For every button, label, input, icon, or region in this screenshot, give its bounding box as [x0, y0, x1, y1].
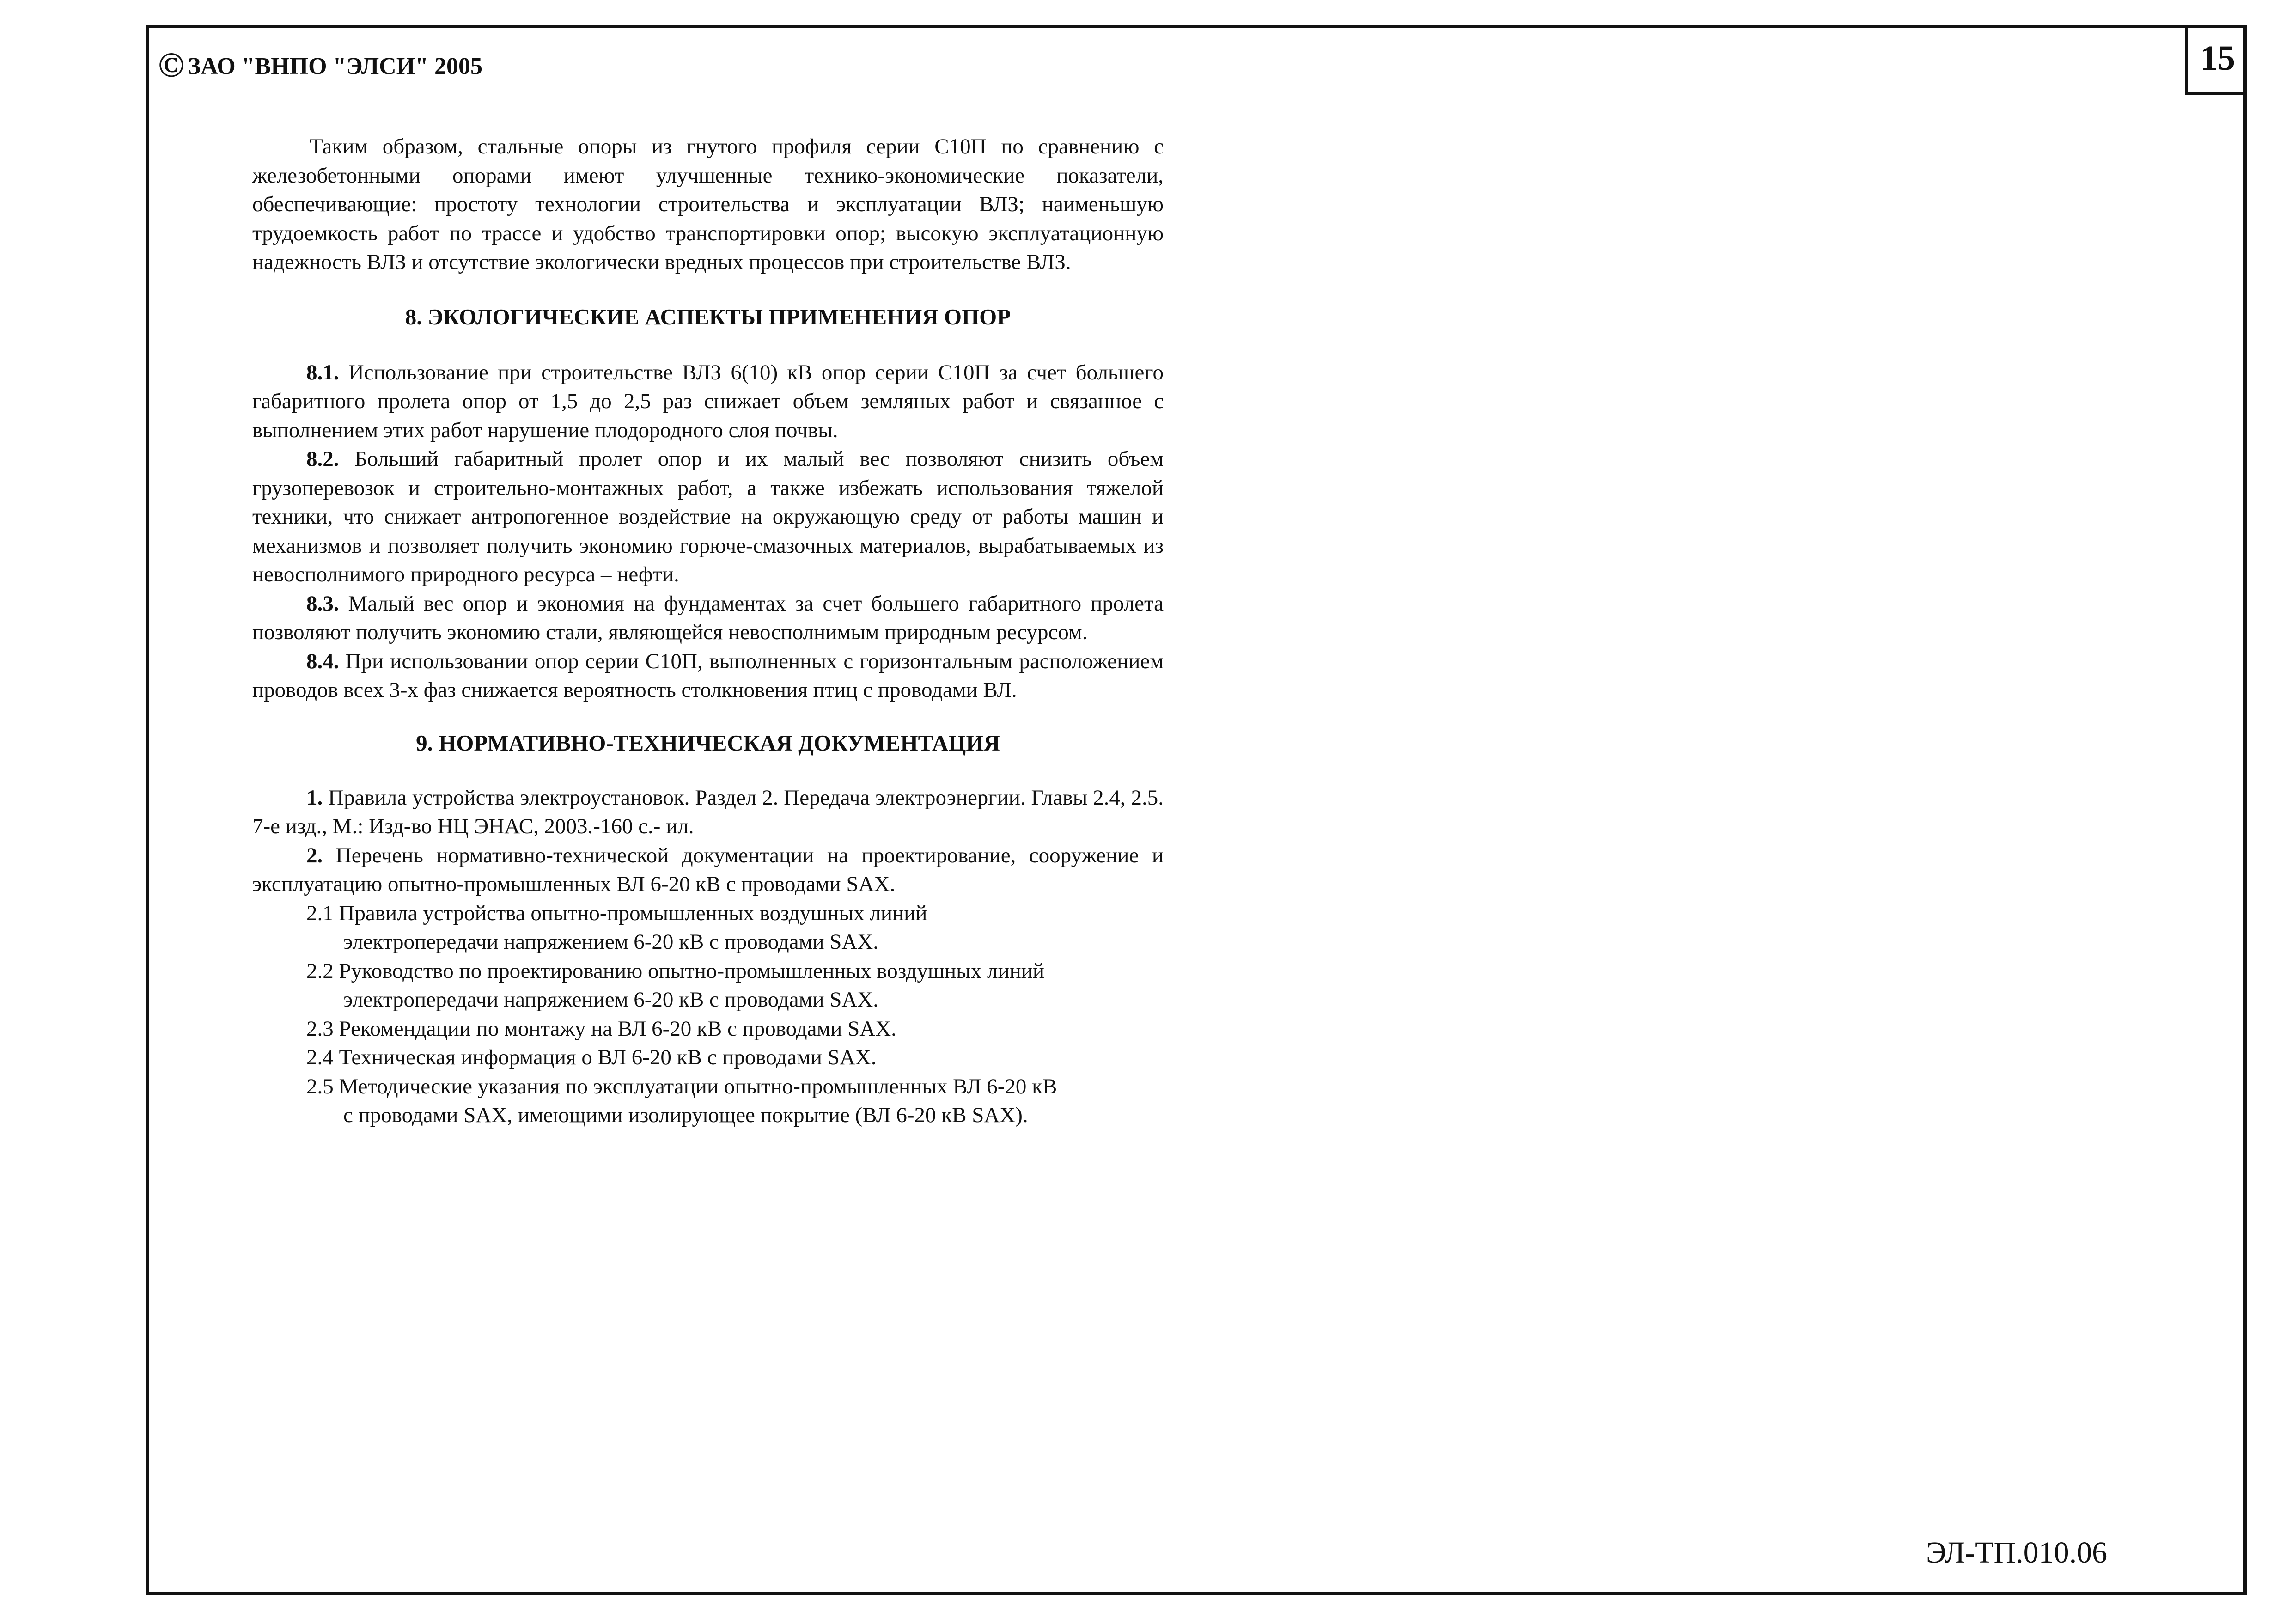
item-text: Использование при строительстве ВЛЗ 6(10) кВ опор серии С10П за счет большего габаритного пролета опор от 1,5 до 2,5 раз снижает объем земляных работ и связанное с выполнением этих работ нарушение плодородного слоя почвы. — [252, 360, 1164, 442]
sub-item-line: 2.4 Техническая информация о ВЛ 6-20 кВ с проводами SAX. — [306, 1045, 877, 1069]
copyright-icon: © — [158, 46, 184, 85]
sub-item — [252, 957, 1164, 1014]
item-text: При использовании опор серии С10П, выполненных с горизонтальным расположением проводов всех 3-х фаз снижается вероятность столкновения птиц с проводами ВЛ. — [252, 649, 1164, 702]
document-body — [252, 132, 1164, 1130]
sub-item-line: 2.1 Правила устройства опытно-промышленных воздушных линий — [306, 901, 927, 925]
item-text: Больший габаритный пролет опор и их малый вес позволяют снизить объем грузоперевозок и строительно-монтажных работ, а также избежать использования тяжелой техники, что снижает антропогенное воздействие на окружающую среду от работы машин и механизмов и позволяет получить экономию горюче-смазочных материалов, вырабатываемых из невосполнимого природного ресурса – нефти. — [252, 447, 1164, 586]
section-8-item — [252, 589, 1164, 647]
section-8-item — [252, 358, 1164, 445]
intro-paragraph: Таким образом, стальные опоры из гнутого профиля серии С10П по сравнению с железобетонными опорами имеют улучшенные технико-экономические показатели, обеспечивающие: простоту технологии строительства и эксплуатации ВЛЗ; наименьшую трудоемкость работ по трассе и удобство транспортировки опор; высокую эксплуатационную надежность ВЛЗ и отсутствие экологически вредных процессов при строительстве ВЛЗ. — [252, 134, 1164, 274]
sub-item-line: 2.2 Руководство по проектированию опытно-промышленных воздушных линий — [306, 959, 1045, 983]
header — [158, 45, 482, 85]
item-number: 8.4. — [306, 649, 339, 673]
item-text: Правила устройства электроустановок. Раздел 2. Передача электроэнергии. Главы 2.4, 2.5. 7-е изд., М.: Изд-во НЦ ЭНАС, 2003.-160 с.- ил. — [252, 785, 1164, 838]
sub-item-line: 2.5 Методические указания по эксплуатации опытно-промышленных ВЛ 6-20 кВ — [306, 1074, 1057, 1099]
section-8-item — [252, 647, 1164, 705]
company-name: ЗАО "ВНПО "ЭЛСИ" 2005 — [188, 53, 483, 79]
sub-item — [252, 899, 1164, 957]
item-number: 8.1. — [306, 360, 339, 385]
section-9-item — [252, 841, 1164, 899]
sub-item — [252, 1043, 1164, 1072]
item-number: 8.2. — [306, 447, 339, 471]
section-8-title: 8. ЭКОЛОГИЧЕСКИЕ АСПЕКТЫ ПРИМЕНЕНИЯ ОПОР — [405, 304, 1011, 330]
sub-item — [252, 1014, 1164, 1044]
section-9-title: 9. НОРМАТИВНО-ТЕХНИЧЕСКАЯ ДОКУМЕНТАЦИЯ — [416, 730, 1000, 756]
sub-item — [252, 1072, 1164, 1130]
sub-item-line: 2.3 Рекомендации по монтажу на ВЛ 6-20 кВ с проводами SAX. — [306, 1016, 896, 1041]
document-code: ЭЛ-ТП.010.06 — [1926, 1536, 2108, 1569]
item-number: 8.3. — [306, 591, 339, 616]
item-number: 2. — [306, 843, 323, 867]
item-text: Перечень нормативно-технической документации на проектирование, сооружение и эксплуатацию опытно-промышленных ВЛ 6-20 кВ с проводами SAX. — [252, 843, 1164, 896]
item-number: 1. — [306, 785, 323, 810]
item-text: Малый вес опор и экономия на фундаментах за счет большего габаритного пролета позволяют получить экономию стали, являющейся невосполнимым природным ресурсом. — [252, 591, 1164, 644]
section-8-item — [252, 445, 1164, 589]
page-number: 15 — [2185, 25, 2247, 95]
sub-item-continuation: с проводами SAX, имеющими изолирующее покрытие (ВЛ 6-20 кВ SAX). — [343, 1103, 1028, 1127]
sub-item-continuation: электропередачи напряжением 6-20 кВ с проводами SAX. — [343, 988, 878, 1012]
sub-item-continuation: электропередачи напряжением 6-20 кВ с проводами SAX. — [343, 930, 878, 954]
section-9-item — [252, 783, 1164, 841]
